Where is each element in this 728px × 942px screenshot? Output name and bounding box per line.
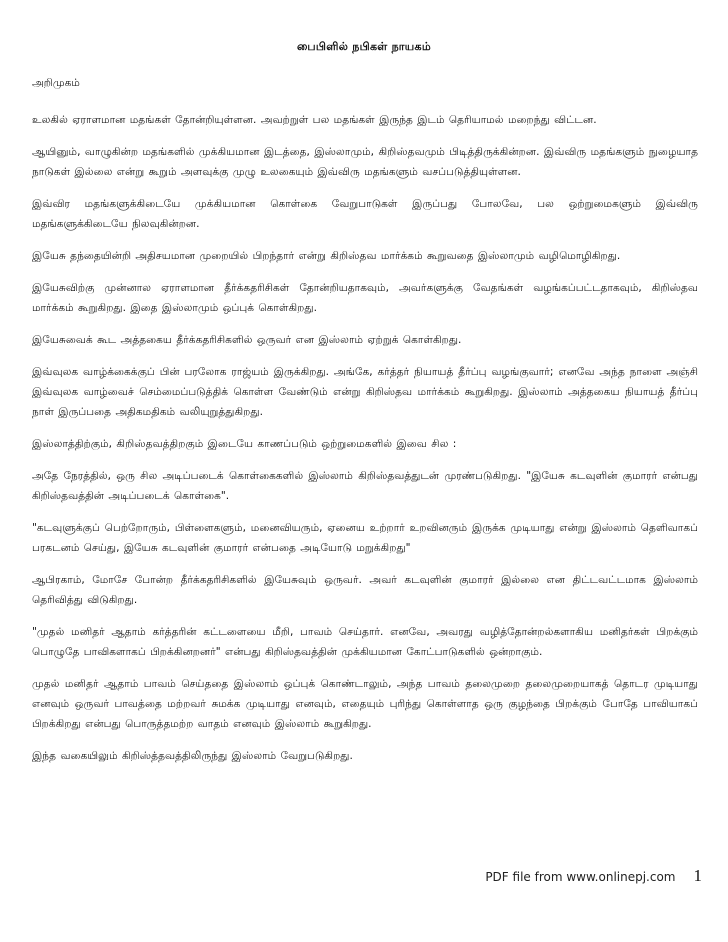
paragraph: ஆபிரகாம், மோசே போன்ற தீர்க்கதரிசிகளில் இயேசுவும் ஒருவர். அவர் கடவுளின் குமாரர் இல்லை என திட்டவட்டமாக இஸ்லாம் தெரிவித்து விடுகிறது. [32,574,698,606]
paragraph: "கடவுளுக்குப் பெற்றோரும், பிள்ளைகளும், மனைவியரும், ஏனைய உற்றார் உறவினரும் இருக்க முடியாது என்று இஸ்லாம் தெளிவாகப் பரகடனம் செய்து, இயேசு கடவுளின் குமாரர் என்பதை அடியோடு மறுக்கிறது" [32,522,698,554]
paragraph: இயேசு தந்தையின்றி அதிசயமான முறையில் பிறந்தார் என்று கிறிஸ்தவ மார்க்கம் கூறுவதை இஸ்லாமும் வழிமொழிகிறது. [32,250,621,262]
footer-source-text: PDF file from www.onlinepj.com [485,870,676,884]
document-title: பைபிளில் நபிகள் நாயகம் [297,40,431,53]
paragraph: ஆயினும், வாழுகின்ற மதங்களில் முக்கியமான இடத்தை, இஸ்லாமும், கிறிஸ்தவமும் பிடித்திருக்கின்றன. இவ்விரு மதங்களும் நுழையாத நாடுகள் இல்லை என்று கூறும் அளவுக்கு முழு உலகையும் இவ்விரு மதங்களும் வசப்படுத்தியுள்ளன. [32,146,698,178]
paragraph: இவ்விர மதங்களுக்கிடையே முக்கியமான கொள்கை வேறுபாடுகள் இருப்பது போலவே, பல ஒற்றுமைகளும் இவ்விரு மதங்களுக்கிடையே நிலவுகின்றன. [32,198,698,230]
section-heading: அறிமுகம் [32,77,80,89]
paragraph: "முதல் மனிதர் ஆதாம் கர்த்தரின் கட்டளையை மீறி, பாவம் செய்தார். எனவே, அவரது வழித்தோன்றல்களாகிய மனிதர்கள் பிறக்கும் பொழுதே பாவிகளாகப் பிறக்கினறனர்" என்பது கிறிஸ்தவத்தின் முக்கியமான கோட்பாடுகளில் ஒன்றாகும். [32,626,698,658]
paragraph: இந்த வகையிலும் கிறிஸ்த்தவத்திலிருந்து இஸ்லாம் வேறுபடுகிறது. [32,750,353,762]
page-number: 1 [693,866,702,885]
paragraph: அதே நேரத்தில், ஒரு சில அடிப்படைக் கொள்கைகளில் இஸ்லாம் கிறிஸ்தவத்துடன் முரண்படுகிறது. "இயேசு கடவுளின் குமாரர் என்பது கிறிஸ்தவத்தின் அடிப்படைக் கொள்கை". [32,470,698,502]
paragraph: இயேசுவிற்கு முன்னால ஏராளமான தீர்க்கதரிசிகள் தோன்றியதாகவும், அவர்களுக்கு வேதங்கள் வழங்கப்பட்டதாகவும், கிறிஸ்தவ மார்க்கம் கூறுகிறது. இதை இஸ்லாமும் ஒப்புக் கொள்கிறது. [32,282,698,314]
paragraph: முதல் மனிதர் ஆதாம் பாவம் செய்ததை இஸ்லாம் ஒப்புக் கொண்டாலும், அந்த பாவம் தலைமுறை தலைமுறையாகத் தொடர முடியாது எனவும் ஒருவர் பாவத்தை மற்றவர் சுமக்க முடியாது எனவும், எதையும் புரிந்து கொள்ளாத ஒரு குழந்தை பிறக்கும் போதே பாவியாகப் பிறக்கிறது என்பது பொருத்தமற்ற வாதம் எனவும் இஸ்லாம் கூறுகிறது. [32,678,698,730]
paragraph: இஸ்லாத்திற்கும், கிறிஸ்தவத்திறகும் இடையே காணப்படும் ஒற்றுமைகளில் இவை சில : [32,438,457,450]
paragraph: இவ்வுலக வாழ்க்கைக்குப் பின் பரலோக ராஜ்யம் இருக்கிறது. அங்கே, கர்த்தர் நியாயத் தீர்ப்பு வழங்குவார்; எனவே அந்த நாளை அஞ்சி இவ்வுலக வாழ்வைச் செம்மைப்படுத்திக் கொள்ள வேண்டும் என்று கிறிஸ்தவ மார்க்கம் கூறுகிறது. இஸ்லாம் அத்தகைய நியாயத் தீர்ப்பு நாள் இருப்பதை அதிகமதிகம் வலியுறுத்துகிறது. [32,366,698,418]
paragraph: உலகில் ஏராளமான மதங்கள் தோன்றியுள்ளன. அவற்றுள் பல மதங்கள் இருந்த இடம் தெரியாமல் மறைந்து விட்டன. [32,114,597,126]
paragraph: இயேசுவைக் கூட அத்தகைய தீர்க்கதரிசிகளில் ஒருவர் என இஸ்லாம் ஏற்றுக் கொள்கிறது. [32,334,462,346]
document-body [32,73,698,778]
page-footer [485,866,702,886]
